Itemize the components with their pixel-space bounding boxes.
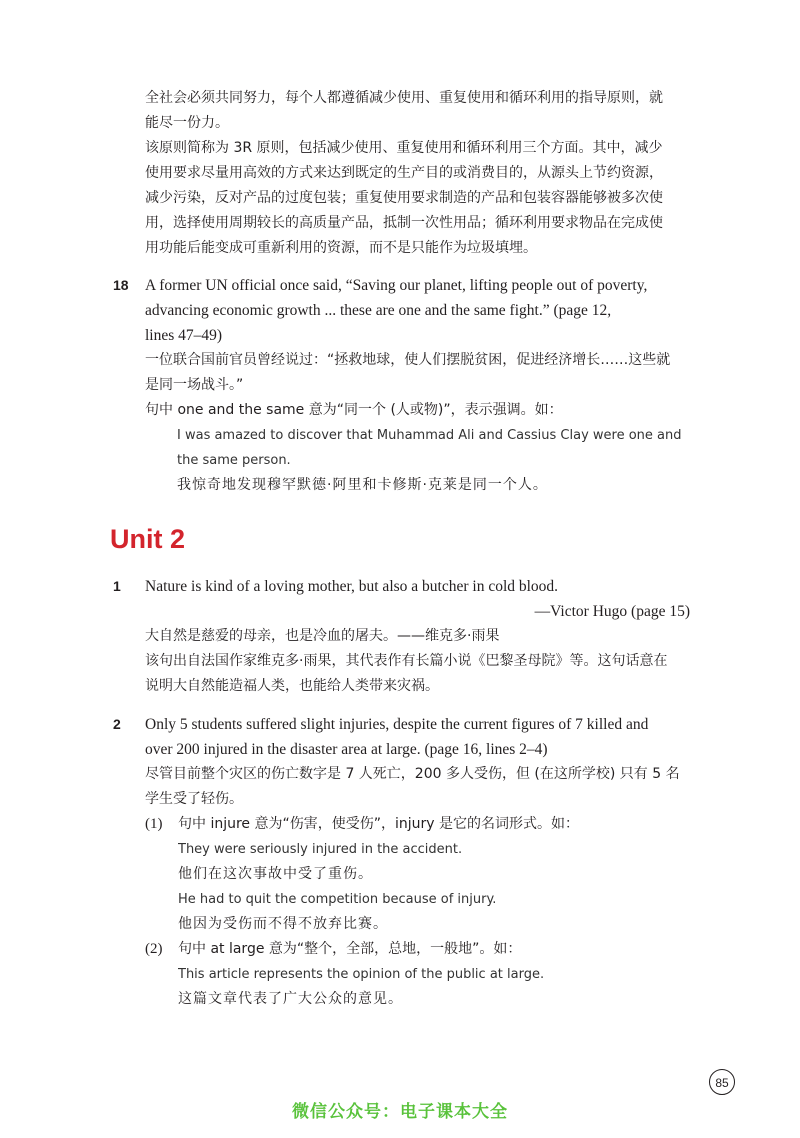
explanation-note: 句中 one and the same 意为“同一个 (人或物)”，表示强调。如：: [145, 402, 563, 418]
item-2: [145, 712, 690, 812]
item-18: [145, 273, 690, 498]
item-number: 2: [113, 716, 121, 732]
intro-line: 该原则简称为 3R 原则，包括减少使用、重复使用和循环利用三个方面。其中，减少: [145, 140, 663, 156]
sentence-line: lines 47–49): [145, 327, 223, 344]
explanation-note: 句中 injure 意为“伤害，使受伤”，injury 是它的名词形式。如：: [178, 816, 580, 832]
example-en: This article represents the opinion of the public at large.: [178, 967, 545, 982]
sentence-line: Only 5 students suffered slight injuries, despite the current figures of 7 killed and: [145, 716, 649, 733]
example-en: the same person.: [177, 453, 291, 468]
intro-line: 减少污染，反对产品的过度包装；重复使用要求制造的产品和包装容器能够被多次使: [145, 190, 663, 206]
translation-line: 学生受了轻伤。: [145, 791, 243, 807]
subitem-label: (2): [145, 941, 163, 957]
item-number: 18: [113, 277, 129, 293]
quote-line: Nature is kind of a loving mother, but also a butcher in cold blood.: [145, 578, 559, 595]
example-zh: 他因为受伤而不得不放弃比赛。: [178, 916, 388, 932]
translation-line: 是同一场战斗。”: [145, 377, 244, 393]
example-zh: 他们在这次事故中受了重伤。: [178, 866, 373, 882]
sentence-line: A former UN official once said, “Saving our planet, lifting people out of poverty,: [145, 277, 648, 294]
explanation-line: 该句出自法国作家维克多·雨果，其代表作有长篇小说《巴黎圣母院》等。这句话意在: [145, 653, 668, 669]
quote-attribution: —Victor Hugo (page 15): [534, 603, 690, 620]
translation-line: 大自然是慈爱的母亲，也是冷血的屠夫。——维克多·雨果: [145, 628, 500, 644]
example-zh: 这篇文章代表了广大公众的意见。: [178, 991, 403, 1007]
unit-title: Unit 2: [110, 524, 186, 554]
example-en: They were seriously injured in the accident.: [178, 842, 463, 857]
item-1: [145, 574, 690, 699]
subitem-1: [178, 812, 690, 937]
subitem-label: (1): [145, 816, 163, 832]
page-number: 85: [709, 1069, 735, 1095]
intro-line: 能尽一份力。: [145, 115, 229, 131]
sentence-line: advancing economic growth ... these are one and the same fight.” (page 12,: [145, 302, 612, 319]
example-en: I was amazed to discover that Muhammad Ali and Cassius Clay were one and: [177, 428, 682, 443]
intro-line: 用功能后能变成可重新利用的资源，而不是只能作为垃圾填埋。: [145, 240, 537, 256]
watermark-text: 微信公众号：电子课本大全: [292, 1102, 508, 1122]
item-number: 1: [113, 578, 121, 594]
intro-line: 全社会必须共同努力，每个人都遵循减少使用、重复使用和循环利用的指导原则，就: [145, 90, 663, 106]
explanation-line: 说明大自然能造福人类，也能给人类带来灾祸。: [145, 678, 439, 694]
example-en: He had to quit the competition because of injury.: [178, 892, 497, 907]
translation-line: 尽管目前整个灾区的伤亡数字是 7 人死亡，200 多人受伤，但 (在这所学校) 只有 5 名: [145, 766, 680, 782]
subitem-2: [178, 937, 690, 1012]
example-zh: 我惊奇地发现穆罕默德·阿里和卡修斯·克莱是同一个人。: [177, 477, 548, 493]
intro-paragraph: [145, 86, 690, 261]
intro-line: 使用要求尽量用高效的方式来达到既定的生产目的或消费目的，从源头上节约资源，: [145, 165, 663, 181]
explanation-note: 句中 at large 意为“整个，全部，总地，一般地”。如：: [178, 941, 522, 957]
sentence-line: over 200 injured in the disaster area at large. (page 16, lines 2–4): [145, 741, 548, 758]
translation-line: 一位联合国前官员曾经说过：“拯救地球，使人们摆脱贫困，促进经济增长……这些就: [145, 352, 671, 368]
intro-line: 用，选择使用周期较长的高质量产品，抵制一次性用品；循环利用要求物品在完成使: [145, 215, 663, 231]
